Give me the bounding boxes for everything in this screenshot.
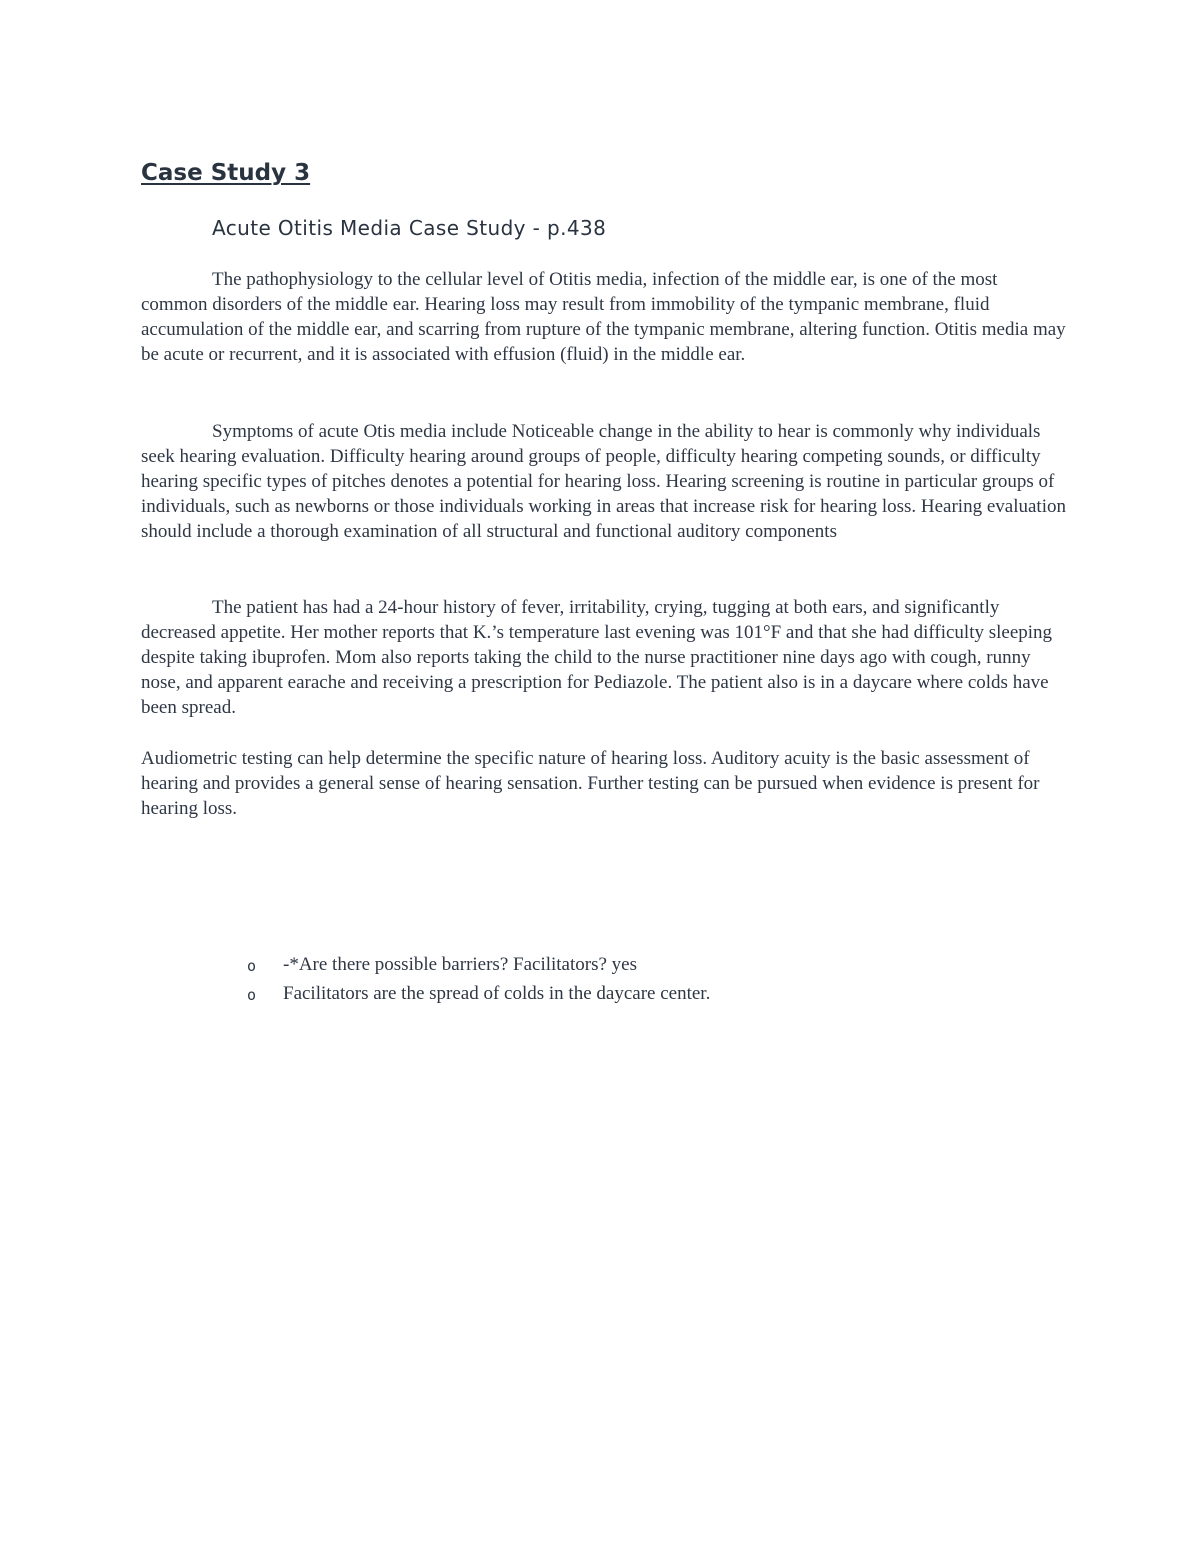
list-item-text: Facilitators are the spread of colds in the daycare center. xyxy=(283,983,711,1004)
paragraph-pathophysiology: The pathophysiology to the cellular level of Otitis media, infection of the middle ear, is one of the most common disorders of the middle ear. Hearing loss may result from immobility of the tympanic membrane, fluid accumulation of the middle ear, and scarring from rupture of the tympanic membrane, altering function. Otitis media may be acute or recurrent, and it is associated with effusion (fluid) in the middle ear. xyxy=(141,269,1066,365)
bullet-circle-icon: o xyxy=(247,957,257,975)
bullet-circle-icon: o xyxy=(247,986,257,1004)
paragraph-patient-history: The patient has had a 24-hour history of fever, irritability, crying, tugging at both ears, and significantly decreased appetite. Her mother reports that K.’s temperature last evening was 101°F and that she had difficulty sleeping despite taking ibuprofen. Mom also reports taking the child to the nurse practitioner nine days ago with cough, runny nose, and apparent earache and receiving a prescription for Pediazole. The patient also is in a daycare where colds have been spread. xyxy=(141,597,1053,718)
document-title: Case Study 3 xyxy=(141,160,311,186)
list-item xyxy=(212,981,1012,1010)
list-item xyxy=(212,952,1012,981)
list-item-text: -*Are there possible barriers? Facilitators? yes xyxy=(283,954,638,975)
paragraph-symptoms: Symptoms of acute Otis media include Noticeable change in the ability to hear is commonly why individuals seek hearing evaluation. Difficulty hearing around groups of people, difficulty hearing competing sounds, or difficulty hearing specific types of pitches denotes a potential for hearing loss. Hearing screening is routine in particular groups of individuals, such as newborns or those individuals working in areas that increase risk for hearing loss. Hearing evaluation should include a thorough examination of all structural and functional auditory components xyxy=(141,421,1066,542)
document-subtitle: Acute Otitis Media Case Study - p.438 xyxy=(212,216,607,240)
paragraph-audiometric-testing: Audiometric testing can help determine the specific nature of hearing loss. Auditory acuity is the basic assessment of hearing and provides a general sense of hearing sensation. Further testing can be pursued when evidence is present for hearing loss. xyxy=(141,748,1040,819)
bullet-list xyxy=(212,952,1012,1010)
